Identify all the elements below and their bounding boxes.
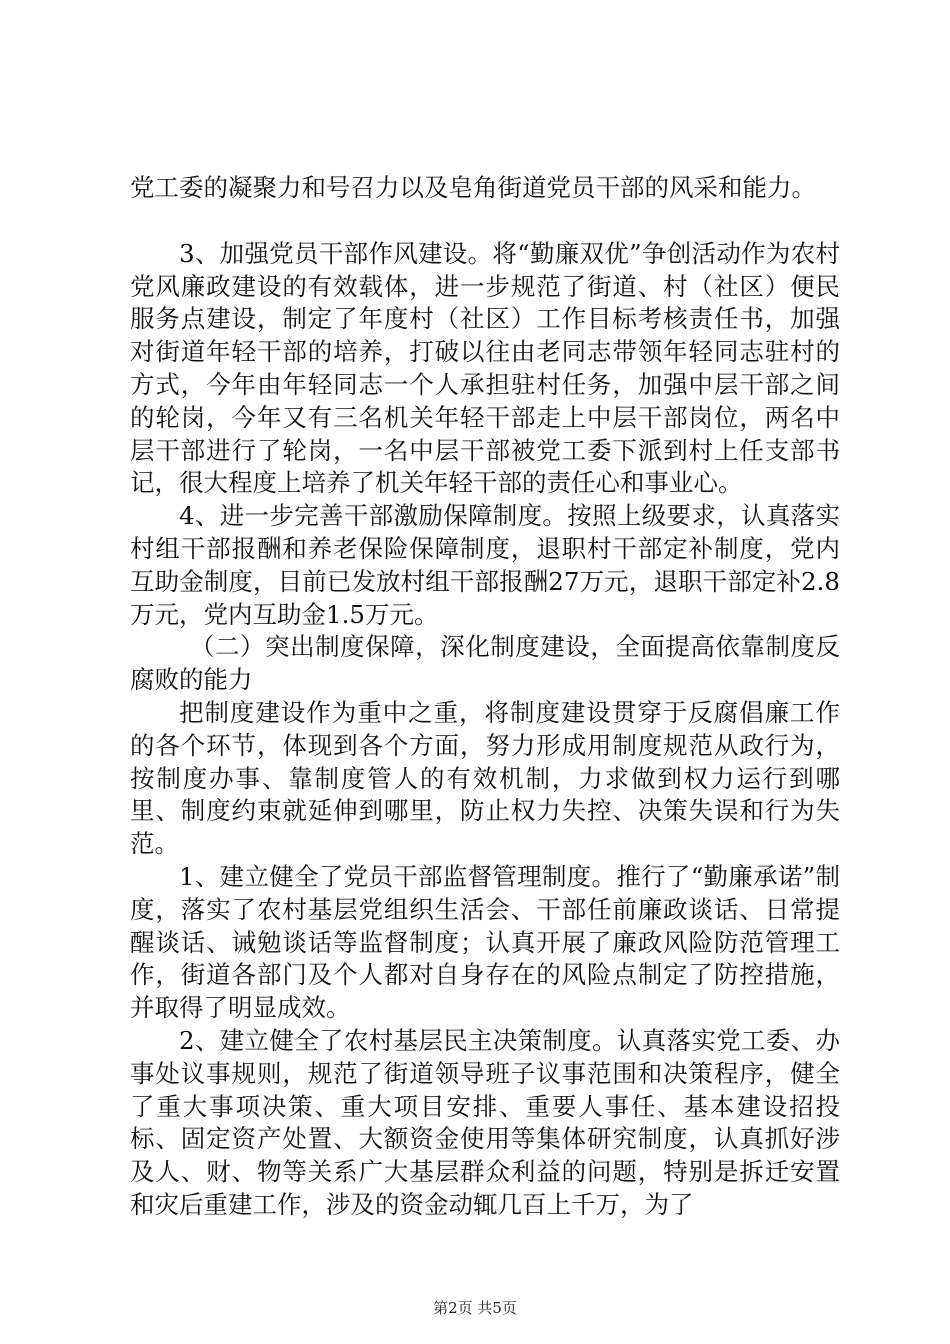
page-number-label: 第2页 共5页	[433, 1299, 517, 1317]
paragraph-item-3: 3、加强党员干部作风建设。将“勤廉双优”争创活动作为农村党风廉政建设的有效载体，进一步规范了街道、村（社区）便民服务点建设，制定了年度村（社区）工作目标考核责任书，加强对街道年轻干部的培养，打破以往由老同志带领年轻同志驻村的方式，今年由年轻同志一个人承担驻村任务，加强中层干部之间的轮岗，今年又有三名机关年轻干部走上中层干部岗位，两名中层干部进行了轮岗，一名中层干部被党工委下派到村上任支部书记，很大程度上培养了机关年轻干部的责任心和事业心。	[130, 238, 840, 498]
document-body	[130, 172, 840, 1222]
section-heading-2: （二）突出制度保障，深化制度建设，全面提高依靠制度反腐败的能力	[130, 632, 840, 695]
paragraph-item-2: 2、建立健全了农村基层民主决策制度。认真落实党工委、办事处议事规则，规范了街道领导班子议事范围和决策程序，健全了重大事项决策、重大项目安排、重要人事任、基本建设招投标、固定资产处置、大额资金使用等集体研究制度，认真抓好涉及人、财、物等关系广大基层群众利益的问题，特别是拆迁安置和灾后重建工作，涉及的资金动辄几百上千万，为了	[130, 1025, 840, 1219]
paragraph-item-4: 4、进一步完善干部激励保障制度。按照上级要求，认真落实村组干部报酬和养老保险保障制度，退职村干部定补制度，党内互助金制度，目前已发放村组干部报酬27万元，退职干部定补2.8万元，党内互助金1.5万元。	[130, 501, 840, 629]
page-footer	[0, 1298, 950, 1318]
paragraph-continuation: 党工委的凝聚力和号召力以及皂角街道党员干部的风采和能力。	[130, 173, 816, 202]
paragraph-section-intro: 把制度建设作为重中之重，将制度建设贯穿于反腐倡廉工作的各个环节，体现到各个方面，努力形成用制度规范从政行为，按制度办事、靠制度管人的有效机制，力求做到权力运行到哪里、制度约束就延伸到哪里，防止权力失控、决策失误和行为失范。	[130, 697, 840, 859]
paragraph-item-1: 1、建立健全了党员干部监督管理制度。推行了“勤廉承诺”制度，落实了农村基层党组织生活会、干部任前廉政谈话、日常提醒谈话、诫勉谈话等监督制度；认真开展了廉政风险防范管理工作，街道各部门及个人都对自身存在的风险点制定了防控措施，并取得了明显成效。	[130, 861, 840, 1023]
